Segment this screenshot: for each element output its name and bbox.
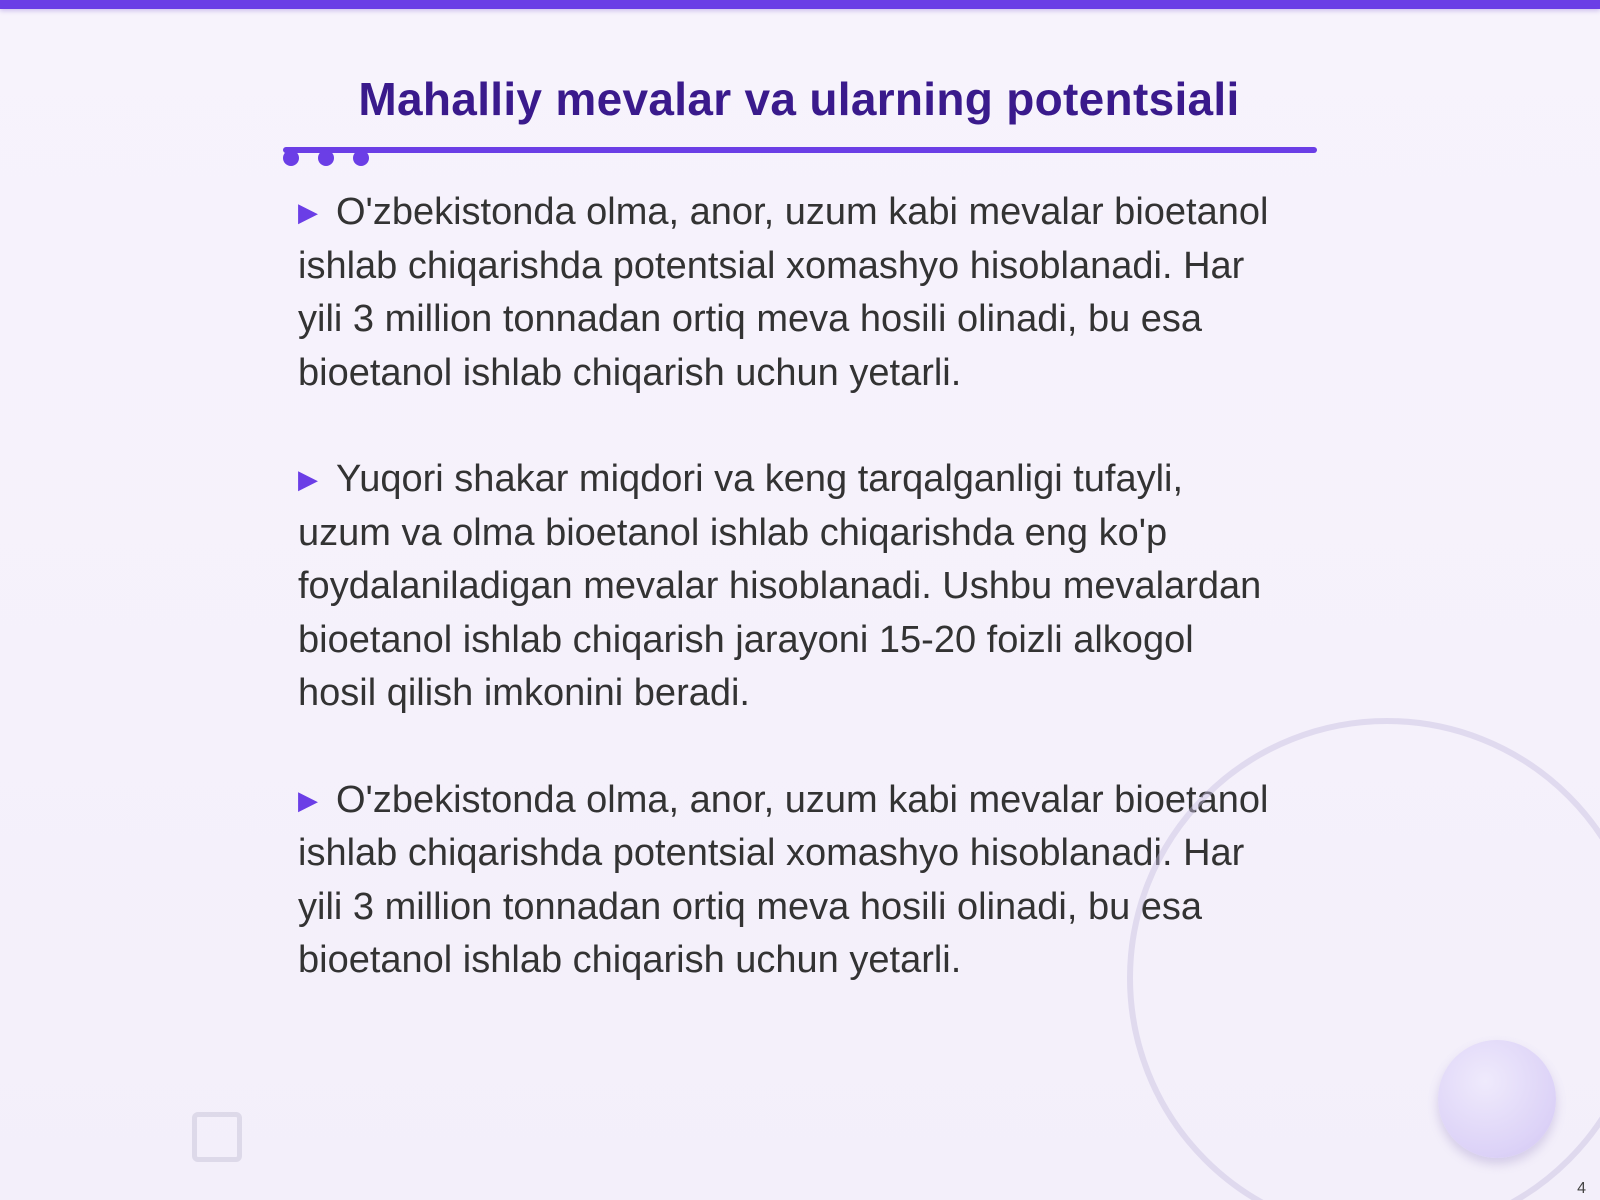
- decorative-circle: [1438, 1040, 1556, 1158]
- top-accent-bar: [0, 0, 1600, 9]
- page-number: 4: [1577, 1180, 1586, 1197]
- decorative-dot: [318, 150, 334, 166]
- triangle-bullet-icon: ▶: [298, 464, 318, 494]
- paragraph-text: Yuqori shakar miqdori va keng tarqalganligi tufayli, uzum va olma bioetanol ishlab chiqarishda eng ko'p foydalaniladigan mevalar hisoblanadi. Ushbu mevalardan bioetanol ishlab chiqarish jarayoni 15-20 foizli alkogol hosil qilish imkonini beradi.: [298, 458, 1262, 714]
- slide-title: Mahalliy mevalar va ularning potentsiali: [358, 73, 1240, 125]
- slide-body: [298, 186, 1278, 1041]
- bullet-paragraph-1: [298, 186, 1278, 400]
- decorative-dot: [283, 150, 299, 166]
- triangle-bullet-icon: ▶: [298, 197, 318, 227]
- decorative-dot: [353, 150, 369, 166]
- decorative-square: [192, 1112, 242, 1162]
- paragraph-text: O'zbekistonda olma, anor, uzum kabi mevalar bioetanol ishlab chiqarishda potentsial xomashyo hisoblanadi. Har yili 3 million tonnadan ortiq meva hosili olinadi, bu esa bioetanol ishlab chiqarish uchun yetarli.: [298, 778, 1269, 981]
- title-underline: [283, 147, 1317, 153]
- bullet-paragraph-2: [298, 453, 1278, 721]
- triangle-bullet-icon: ▶: [298, 784, 318, 815]
- paragraph-text: O'zbekistonda olma, anor, uzum kabi mevalar bioetanol ishlab chiqarishda potentsial xomashyo hisoblanadi. Har yili 3 million tonnadan ortiq meva hosili olinadi, bu esa bioetanol ishlab chiqarish uchun yetarli.: [298, 191, 1269, 394]
